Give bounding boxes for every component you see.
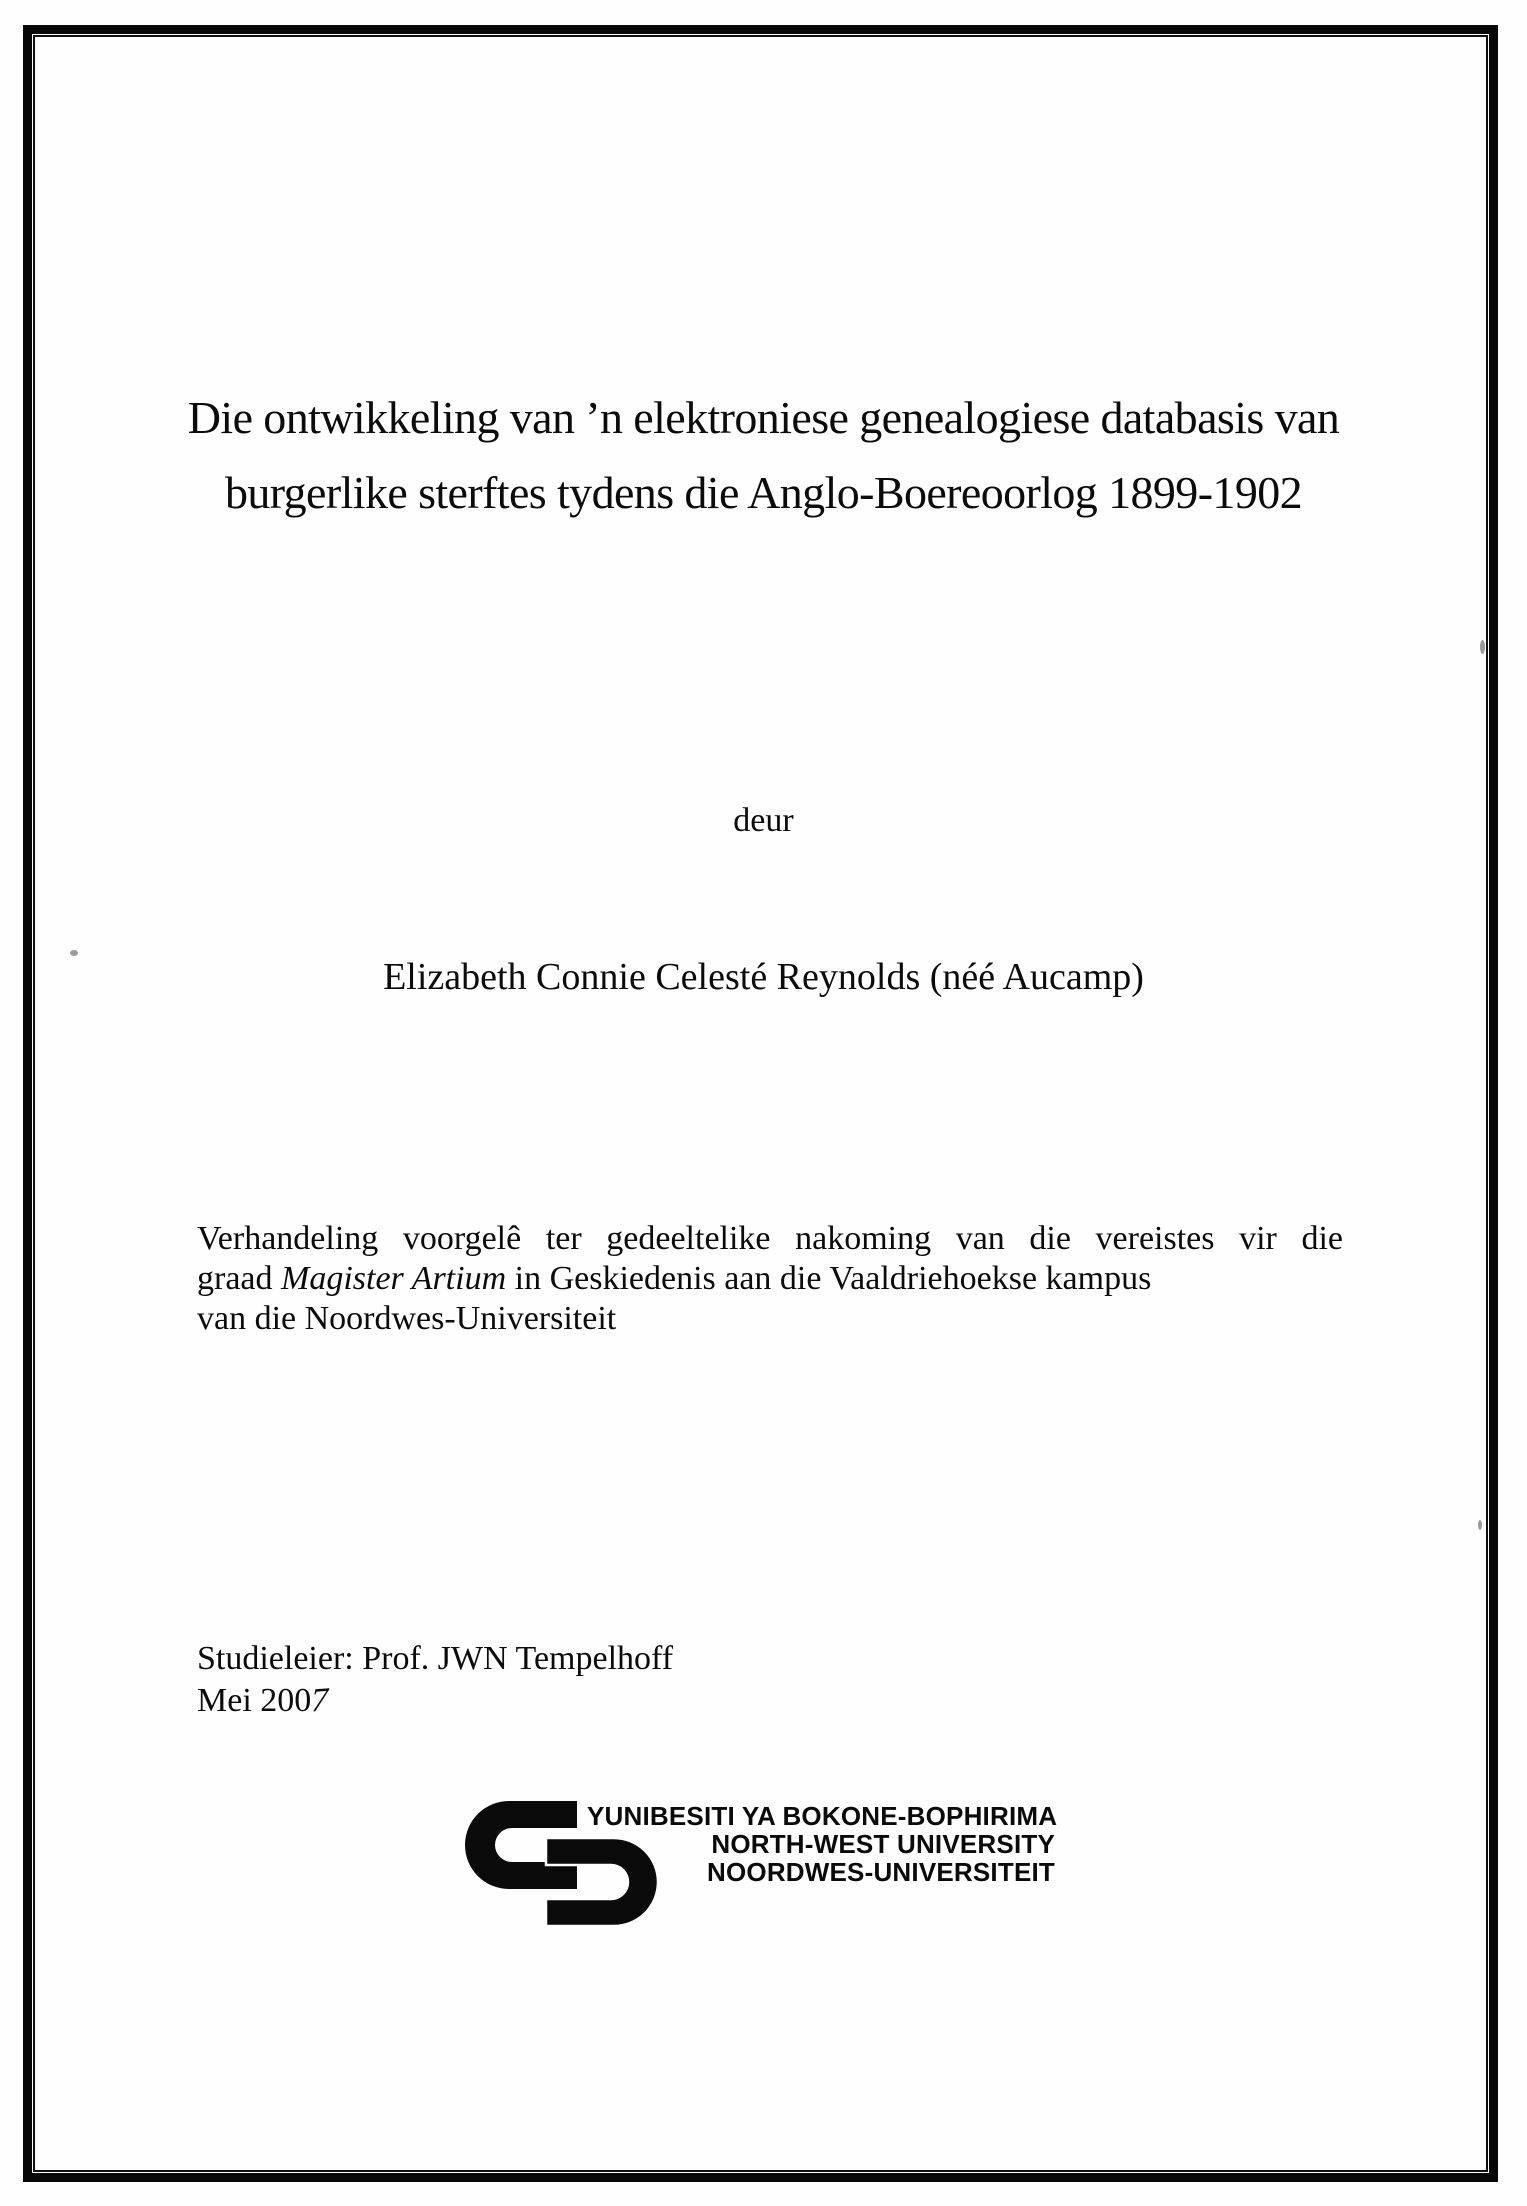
byline: deur <box>733 802 794 839</box>
degree-name: Magister Artium <box>281 1260 507 1297</box>
scan-speck <box>1478 1520 1482 1530</box>
date-last-digit: 7 <box>307 1681 332 1720</box>
statement-line-2 <box>197 1259 1343 1299</box>
supervisor-line: Studieleier: Prof. JWN Tempelhoff <box>197 1640 674 1677</box>
thesis-title-line-2: burgerlike sterftes tydens die Anglo-Boereoorlog 1899-1902 <box>224 467 1303 518</box>
thesis-title-line-1: Die ontwikkeling van ’n elektroniese genealogiese databasis van <box>187 392 1340 443</box>
statement-line-2-pre: graad <box>197 1260 282 1297</box>
author-name: Elizabeth Connie Celesté Reynolds (néé Aucamp) <box>383 956 1144 998</box>
statement-line-2-post: in Geskiedenis aan die Vaaldriehoekse kampus <box>506 1260 1152 1297</box>
nwu-logo <box>465 1800 1057 1932</box>
scan-speck <box>70 950 78 956</box>
thesis-statement <box>197 1219 1343 1339</box>
statement-line-3: van die Noordwes-Universiteit <box>197 1300 617 1337</box>
nwu-logo-text <box>587 1801 1058 1887</box>
statement-line-1: Verhandeling voorgelê ter gedeeltelike nakoming van die vereistes vir die <box>197 1220 1343 1257</box>
nwu-logo-text-afrikaans: NOORDWES-UNIVERSITEIT <box>707 1857 1055 1887</box>
nwu-logo-text-english: NORTH-WEST UNIVERSITY <box>711 1829 1055 1859</box>
scan-speck <box>1480 640 1485 654</box>
thesis-title <box>0 380 1527 530</box>
date-line <box>197 1680 673 1722</box>
nwu-logo-text-setswana: YUNIBESITI YA BOKONE-BOPHIRIMA <box>587 1801 1058 1831</box>
date-prefix: Mei 200 <box>197 1682 312 1719</box>
supervisor-block <box>197 1638 673 1722</box>
